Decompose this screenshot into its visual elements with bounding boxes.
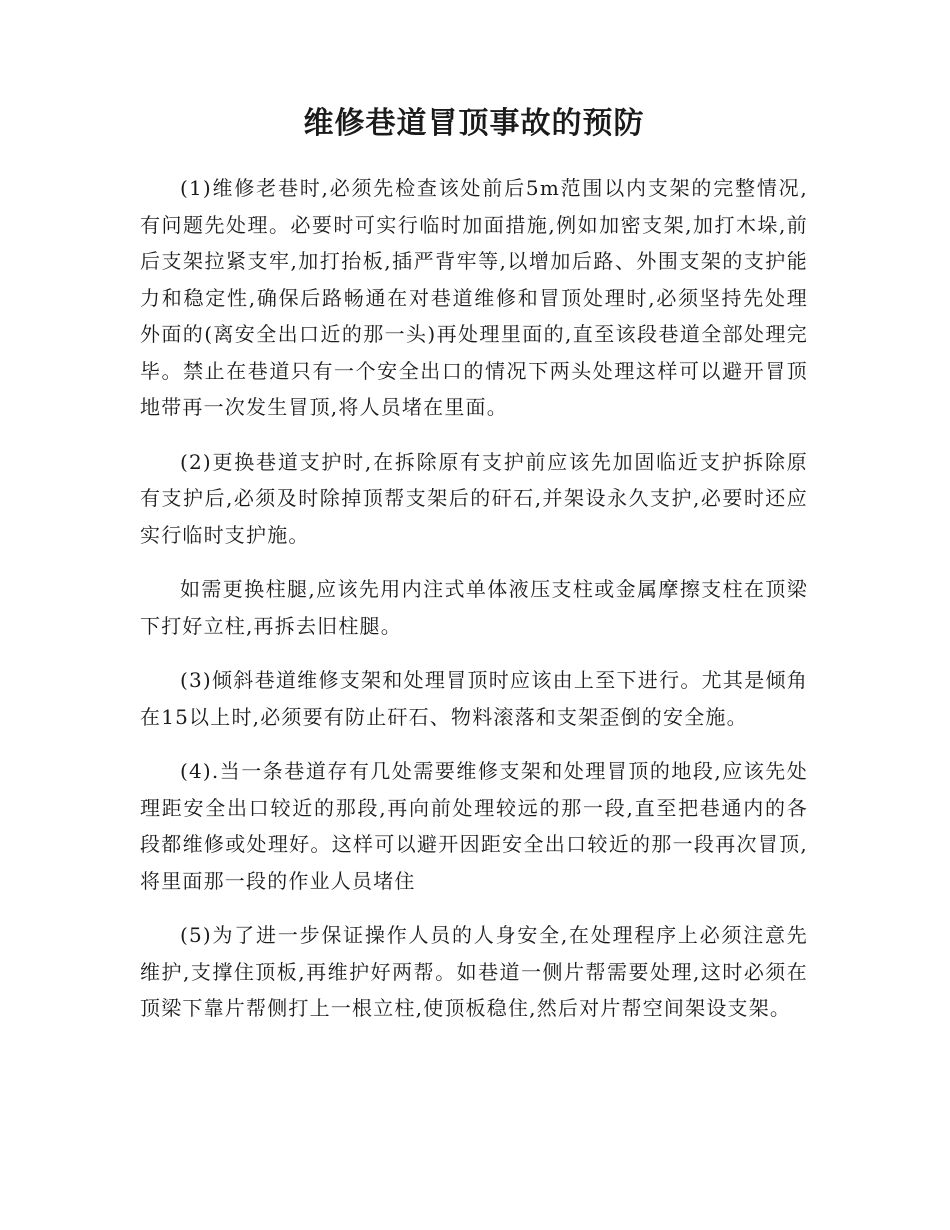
paragraph-4: (3)倾斜巷道维修支架和处理冒顶时应该由上至下进行。尤其是倾角在15以上时,必须要有防止矸石、物料滚落和支架歪倒的安全施。 (140, 668, 808, 729)
paragraph-1: (1)维修老巷时,必须先检查该处前后5m范围以内支架的完整情况,有问题先处理。必要时可实行临时加面措施,例如加密支架,加打木垛,前后支架拉紧支牢,加打抬板,插严背牢等,以增加后路、外围支架的支护能力和稳定性,确保后路畅通在对巷道维修和冒顶处理时,必须坚持先处理外面的(离安全出口近的那一头)再处理里面的,直至该段巷道全部处理完毕。禁止在巷道只有一个安全出口的情况下两头处理这样可以避开冒顶地带再一次发生冒顶,将人员堵在里面。 (140, 176, 808, 419)
paragraph-6: (5)为了进一步保证操作人员的人身安全,在处理程序上必须注意先维护,支撑住顶板,再维护好两帮。如巷道一侧片帮需要处理,这时必须在顶梁下靠片帮侧打上一根立柱,使顶板稳住,然后对片帮空间架设支架。 (140, 923, 808, 1020)
paragraph-2: (2)更换巷道支护时,在拆除原有支护前应该先加固临近支护拆除原有支护后,必须及时除掉顶帮支架后的矸石,并架设永久支护,必要时还应实行临时支护施。 (140, 449, 808, 547)
page-title: 维修巷道冒顶事故的预防 (303, 106, 645, 141)
document-page (140, 104, 808, 1045)
paragraph-3: 如需更换柱腿,应该先用内注式单体液压支柱或金属摩擦支柱在顶梁下打好立柱,再拆去旧柱腿。 (140, 577, 808, 638)
paragraph-5: (4).当一条巷道存有几处需要维修支架和处理冒顶的地段,应该先处理距安全出口较近的那段,再向前处理较远的那一段,直至把巷通内的各段都维修或处理好。这样可以避开因距安全出口较近的那一段再次冒顶,将里面那一段的作业人员堵住 (140, 759, 808, 893)
